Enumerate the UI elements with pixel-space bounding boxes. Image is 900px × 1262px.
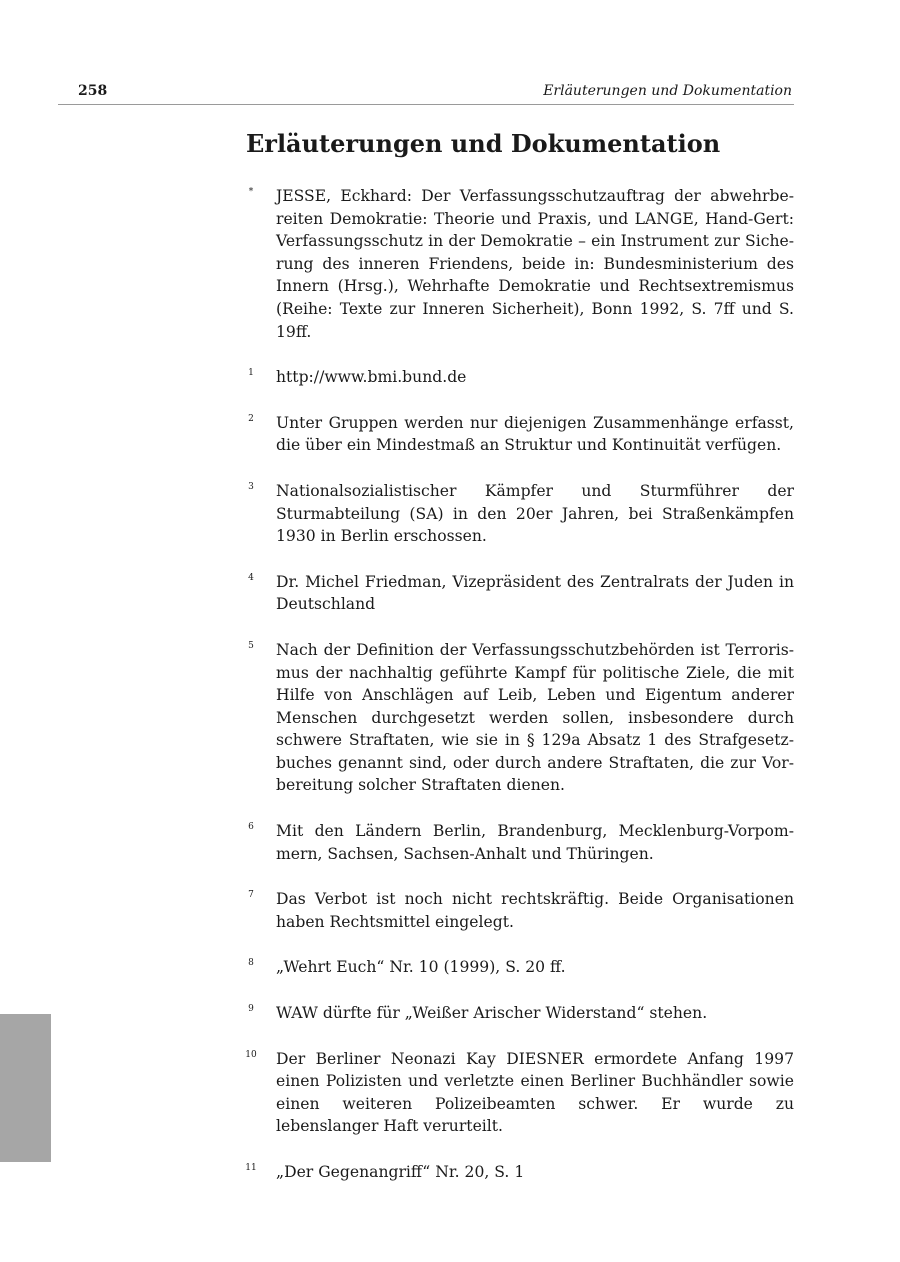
chapter-thumb-tab [0, 1014, 51, 1162]
endnote-text: Dr. Michel Friedman, Vizepräsident des Zentralrats der Juden in Deutschland [276, 572, 794, 614]
endnote-text: „Der Gegenangriff“ Nr. 20, S. 1 [276, 1163, 525, 1181]
endnote-marker: 4 [248, 572, 254, 583]
endnote-text: Nach der Definition der Verfassungsschutzbehörden ist Terrorismus der nachhaltig geführte Kampf für politische Ziele, die mit Hilfe von Anschlägen auf Leib, Leben und Eigentum anderer Menschen durchgesetzt werden sollen, insbesondere durch schwere Straftaten, wie sie in § 129a Absatz 1 des Strafgesetzbuches genannt sind, oder durch andere Straftaten, die zur Vorbereitung solcher Straftaten dienen. [276, 640, 794, 795]
endnote-marker: 1 [248, 368, 254, 379]
endnotes-list [244, 185, 794, 1207]
endnote-marker: 9 [248, 1004, 254, 1015]
endnote-marker: 7 [248, 890, 254, 901]
endnote-marker: 11 [245, 1163, 257, 1173]
endnote-marker: 5 [248, 640, 254, 651]
endnote-marker: 6 [248, 822, 254, 833]
endnote-marker: 3 [248, 481, 254, 492]
endnote [244, 956, 794, 979]
endnote [244, 412, 794, 457]
endnote-marker: 8 [248, 958, 254, 969]
endnote [244, 571, 794, 616]
endnote-marker: 10 [245, 1049, 257, 1060]
page-number: 258 [78, 83, 108, 99]
page-header [58, 82, 794, 105]
endnote-text: Mit den Ländern Berlin, Brandenburg, Mecklenburg-Vorpommern, Sachsen, Sachsen-Anhalt und Thüringen. [276, 822, 794, 863]
endnote-text: Unter Gruppen werden nur diejenigen Zusammenhänge erfasst, die über ein Mindestmaß an Struktur und Kontinuität verfügen. [276, 413, 794, 455]
endnote [244, 366, 794, 389]
endnote [244, 639, 794, 797]
endnote [244, 185, 794, 343]
endnote [244, 480, 794, 548]
endnote [244, 888, 794, 933]
endnote-text: WAW dürfte für „Weißer Arischer Widerstand“ stehen. [276, 1004, 708, 1023]
page-title: Erläuterungen und Dokumentation [246, 129, 721, 158]
endnote-text: Der Berliner Neonazi Kay DIESNER ermordete Anfang 1997 einen Polizisten und verletzte einen Berliner Buchhändler sowie einen weiteren Polizeibeamten schwer. Er wurde zu lebenslanger Haft verurteilt. [276, 1049, 794, 1136]
running-title: Erläuterungen und Dokumentation [543, 83, 792, 99]
endnote [244, 1048, 794, 1138]
endnote [244, 1002, 794, 1025]
endnote [244, 1161, 794, 1184]
endnote [244, 820, 794, 865]
endnote-link[interactable]: http://www.bmi.bund.de [276, 368, 467, 387]
endnote-text: „Wehrt Euch“ Nr. 10 (1999), S. 20 ff. [276, 958, 566, 977]
endnote-text: Nationalsozialistischer Kämpfer und Sturmführer der Sturmabteilung (SA) in den 20er Jahren, bei Straßenkämpfen 1930 in Berlin erschossen. [276, 481, 794, 546]
endnote-text: Das Verbot ist noch nicht rechtskräftig. Beide Organisationen haben Rechtsmittel eingelegt. [276, 890, 794, 931]
endnote-marker: 2 [248, 413, 254, 424]
endnote-marker: * [248, 187, 254, 197]
endnote-text: JESSE, Eckhard: Der Verfassungsschutzauftrag der abwehrbereiten Demokratie: Theorie und Praxis, und LANGE, Hand-Gert: Verfassungsschutz in der Demokratie – ein Instrument zur Sicherung des inneren Friendens, beide in: Bundesministerium des Innern (Hrsg.), Wehrhafte Demokratie und Rechtsextremismus (Reihe: Texte zur Inneren Sicherheit), Bonn 1992, S. 7ff und S. 19ff. [276, 187, 794, 341]
